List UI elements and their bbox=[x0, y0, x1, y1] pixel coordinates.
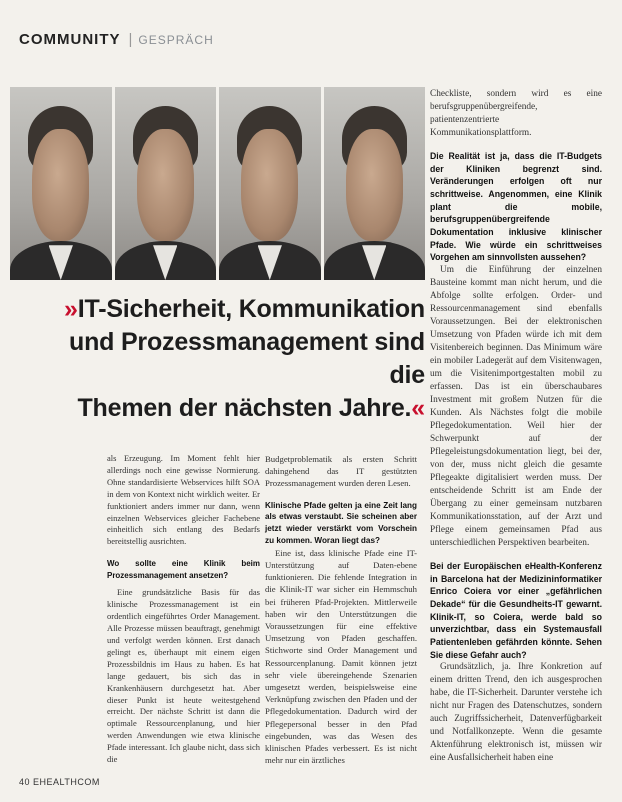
portrait-photo-4 bbox=[324, 87, 426, 280]
section-header bbox=[19, 31, 214, 48]
body-paragraph: Um die Einführung der einzelnen Bausteine kommt man nicht herum, und die Abfolge sollte erfolgen. Order- und Ressourcenmanagement sind ebenfalls Voraussetzungen. Bei der elektronischen Umsetzung von Pfaden würde ich mit dem Visitenbereich beginnen. Das Minimum wäre ein mobiler Ladegerät auf dem Visitenwagen, um die Visitenimportgestalten mobil zu erfassen. Das ist ein überschaubares Investment mit großem Nutzen für die Kunden. Als Nächstes folgt die mobile Pflegedokumentation. Weil hier der Schwerpunkt auf der Pflegeleistungsdokumentation liegt, bei der, von der, muss nicht gleich die gesamte Pflegeakte digitalisiert werden muss. Der entscheidende Schritt ist am Ende der Übergang zu einer gemeinsam nutzbaren Kommunikationsstation, auf der Arzt und Pflege einem gemeinsamen Pfad aus unterschiedlichen Perspektiven bearbeiten. bbox=[430, 264, 602, 549]
section-title: COMMUNITY bbox=[19, 31, 121, 48]
header-separator: | bbox=[128, 31, 134, 48]
right-column bbox=[430, 88, 602, 765]
interview-question: Klinische Pfade gelten ja eine Zeit lang als etwas verstaubt. Sie scheinen aber jetzt wieder verstärkt vom Vorschein zu kommen. Woran liegt das? bbox=[265, 500, 417, 546]
body-paragraph: Budgetproblematik als ersten Schritt dahingehend das IT gestützten Prozessmanagement wurden deren Lesen. bbox=[265, 454, 417, 489]
body-paragraph: Checkliste, sondern wird es eine berufsgruppenübergreifende, patientenzentrierte Kommunikationsplattform. bbox=[430, 89, 602, 139]
middle-column bbox=[265, 453, 417, 766]
left-column bbox=[107, 453, 260, 766]
body-paragraph: Eine grundsätzliche Basis für das klinische Prozessmanagement ist ein ordentlich eingeführtes Order Management. Alle Prozesse müssen beauftragt, genehmigt und verfolgt werden können. Erst danach gelingt es, überhaupt mit einem eigen Prozessbildnis im Haus zu haben. Es hat lange gedauert, bis sich das in Krankenhäusern durchgesetzt hat. Aber dieser Punkt ist heute weitestgehend erreicht. Der nächste Schritt ist dann die optimale Ressourcenplanung, und hier werden Anwendungen wie etwa klinische Pfade interessant. Ich glaube nicht, dass sich die bbox=[107, 587, 260, 765]
section-subtitle: GESPRÄCH bbox=[138, 33, 214, 47]
portrait-photo-2 bbox=[115, 87, 217, 280]
open-quote-mark: » bbox=[64, 295, 78, 323]
interview-question: Bei der Europäischen eHealth-Konferenz in Barcelona hat der Medizininformatiker Enrico Coiera vor einer „gefährlichen Dekade“ für die Gesundheits-IT gewarnt. Klinik-IT, so Coiera, werde bald so unverzichtbar, dass ein Systemausfall Patientenleben gefährden könnte. Sehen Sie diese Gefahr auch? bbox=[430, 561, 602, 660]
interview-question: Wo sollte eine Klinik beim Prozessmanagement ansetzen? bbox=[107, 559, 260, 580]
headline-line-1: »IT-Sicherheit, Kommunikation bbox=[64, 295, 425, 323]
body-paragraph: Eine ist, dass klinische Pfade eine IT-Unterstützung auf Daten-ebene funktionieren. Die fehlende Integration in die Klinik-IT war sicher ein Hemmschuh bei früheren Pfad-Projekten. Mittlerweile haben wir den Unterstützungen die Voraussetzungen für eine effektive Umsetzung von Pfaden geschaffen. Stichworte sind Order Management und Ressourcenplanung. Damit können jetzt sehr viele übereingehende Szenarien umgesetzt werden, beispielsweise eine Verknüpfung zwischen den Pfaden und der Pflegedokumentation. Dadurch wird der Pflegepersonal besser in den Pfad eingebunden, was das Wesen des klinischen Pfades verbessert. Es ist nicht mehr nur ein ärztliches bbox=[265, 547, 417, 766]
interview-question: Die Realität ist ja, dass die IT-Budgets der Kliniken begrenzt sind. Veränderungen erfolgen oft nur schrittweise. Angenommen, eine Klinik plant die mobile, berufsgruppenübergreifende Dokumentation inklusive klinischer Pfade. Wie würde ein schrittweises Vorgehen am sinnvollsten aussehen? bbox=[430, 151, 602, 263]
close-quote-mark: « bbox=[411, 394, 425, 422]
photo-strip bbox=[10, 87, 425, 280]
pull-quote-headline bbox=[30, 293, 425, 425]
page-footer: 40 EHEALTHCOM bbox=[19, 777, 100, 787]
headline-line-2: und Prozessmanagement sind die bbox=[69, 328, 425, 389]
body-paragraph: als Erzeugung. Im Moment fehlt hier allerdings noch eine gewisse Normierung. Ohne standardisierte Webservices hilft SOA in dem von Kontext nicht wirklich weiter. Er funktioniert anders immer nur dann, wenn einzelnen Webservices gleicher Fachebene einheitlich sich entlang des Bedarfs bereitstellig ausrichten. bbox=[107, 453, 260, 547]
portrait-photo-1 bbox=[10, 87, 112, 280]
headline-line-3: Themen der nächsten Jahre.« bbox=[77, 394, 425, 422]
body-paragraph: Grundsätzlich, ja. Ihre Konkretion auf einem dritten Trend, den ich ausgesprochen habe, die IT-Sicherheit. Darunter verstehe ich nicht nur Fragen des Datenschutzes, sondern auch Zugriffssicherheit, Datenverfügbarkeit und Notfallkonzepte. Wenn die gesamte Aktenführung elektronisch ist, müssen wir eine Ausfallsicherheit haben eine bbox=[430, 662, 602, 764]
portrait-photo-3 bbox=[219, 87, 321, 280]
